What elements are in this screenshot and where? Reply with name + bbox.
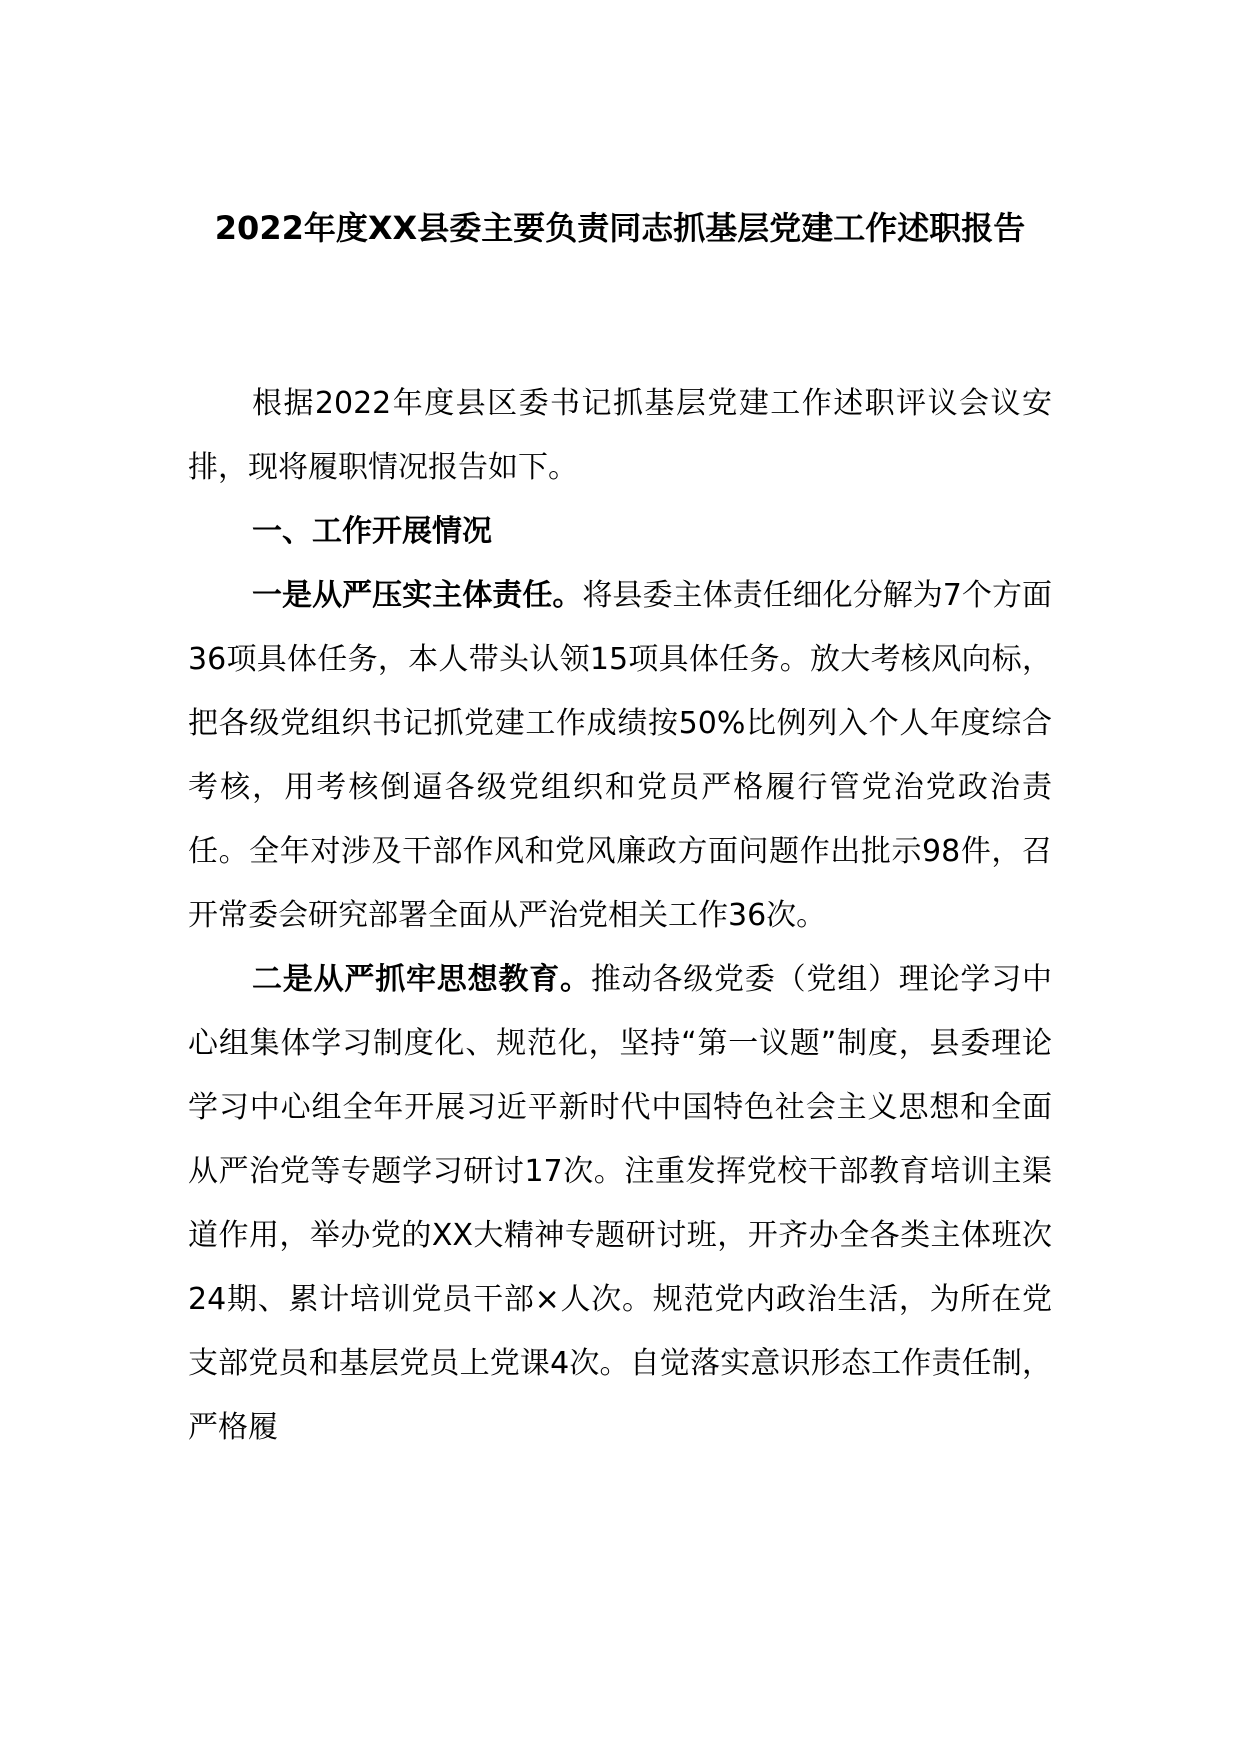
item-lead-1: 一是从严压实主体责任。 — [252, 578, 583, 613]
document-title: 2022年度XX县委主要负责同志抓基层党建工作述职报告 — [214, 209, 1026, 247]
item-lead-2: 二是从严抓牢思想教育。 — [252, 962, 591, 997]
section-heading: 一、工作开展情况 — [252, 514, 492, 549]
item-text-1: 将县委主体责任细化分解为7个方面36项具体任务，本人带头认领15项具体任务。放大考核风向标，把各级党组织书记抓党建工作成绩按50%比例列入个人年度综合考核，用考核倒逼各级党组织和党员严格履行管党治党政治责任。全年对涉及干部作风和党风廉政方面问题作出批示98件，召开常委会研究部署全面从严治党相关工作36次。 — [188, 578, 1052, 933]
item-paragraph-2 — [188, 948, 1052, 1460]
item-paragraph-1 — [188, 564, 1052, 948]
intro-paragraph: 根据2022年度县区委书记抓基层党建工作述职评议会议安排，现将履职情况报告如下。 — [188, 386, 1052, 485]
item-text-2: 推动各级党委（党组）理论学习中心组集体学习制度化、规范化，坚持“第一议题”制度，县委理论学习中心组全年开展习近平新时代中国特色社会主义思想和全面从严治党等专题学习研讨17次。注重发挥党校干部教育培训主渠道作用，举办党的XX大精神专题研讨班，开齐办全各类主体班次24期、累计培训党员干部×人次。规范党内政治生活，为所在党支部党员和基层党员上党课4次。自觉落实意识形态工作责任制，严格履 — [188, 962, 1053, 1445]
document-body — [188, 372, 1052, 1460]
